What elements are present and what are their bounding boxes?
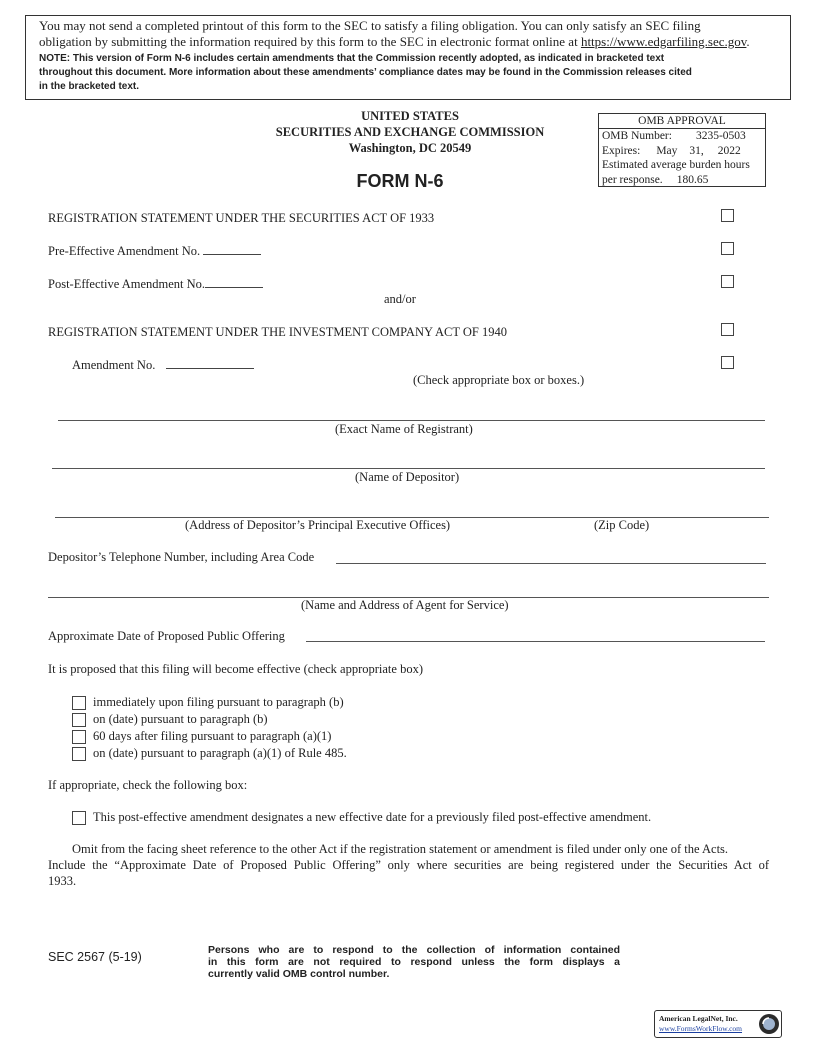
post-effective-checkbox[interactable] xyxy=(721,275,734,288)
omb-number-row: OMB Number: 3235-0503 xyxy=(602,130,746,142)
agent-for-service-caption: (Name and Address of Agent for Service) xyxy=(301,598,509,612)
telephone-field[interactable] xyxy=(336,563,766,564)
page-title: FORM N-6 xyxy=(356,171,444,191)
investment-company-act-checkbox[interactable] xyxy=(721,323,734,336)
globe-icon xyxy=(758,1013,780,1035)
and-or-label: and/or xyxy=(384,292,416,306)
header-sec: SECURITIES AND EXCHANGE COMMISSION xyxy=(275,125,545,139)
depositor-address-caption: (Address of Depositor’s Principal Executive Offices) xyxy=(185,518,451,532)
notice-line-2: obligation by submitting the information required by this form to the SEC in electronic format online at https://www.edgarfiling.sec.gov. xyxy=(39,34,750,49)
logo-company-name: American LegalNet, Inc. xyxy=(659,1014,738,1023)
amendment-checkbox[interactable] xyxy=(721,356,734,369)
effective-immediately-checkbox[interactable] xyxy=(72,696,86,710)
form-code: SEC 2567 (5-19) xyxy=(48,950,142,964)
logo-website-link[interactable]: www.FormsWorkFlow.com xyxy=(659,1024,743,1033)
omb-approval-box xyxy=(598,113,766,187)
offering-date-field[interactable] xyxy=(306,641,765,642)
amendment-no-label: Amendment No. xyxy=(72,358,254,373)
omb-control-notice: Persons who are to respond to the collection of information contained in this form are not required to respond unless the form displays a currently valid OMB control number. xyxy=(208,944,620,980)
depositor-name-caption: (Name of Depositor) xyxy=(355,470,460,484)
amendment-number-field[interactable] xyxy=(166,358,254,369)
instructions-line-3: 1933. xyxy=(48,874,77,888)
securities-act-checkbox[interactable] xyxy=(721,209,734,222)
omb-expires-row: Expires: May 31, 2022 xyxy=(602,144,741,157)
effective-option-label: immediately upon filing pursuant to paragraph (b) xyxy=(93,695,344,709)
instructions-line-2: Include the “Approximate Date of Proposed Public Offering” only where securities are being registered under the Securities Act of xyxy=(48,858,769,872)
offering-date-label: Approximate Date of Proposed Public Offering xyxy=(48,629,285,643)
effective-option-label: 60 days after filing pursuant to paragraph (a)(1) xyxy=(93,729,332,743)
investment-company-act-label: REGISTRATION STATEMENT UNDER THE INVESTMENT COMPANY ACT OF 1940 xyxy=(48,325,507,339)
pre-effective-checkbox[interactable] xyxy=(721,242,734,255)
instructions-line-1: Omit from the facing sheet reference to the other Act if the registration statement or amendment is filed under only one of the Acts. xyxy=(72,842,729,856)
header-united-states: UNITED STATES xyxy=(361,109,459,123)
omb-burden-value-row: per response. 180.65 xyxy=(602,173,709,186)
pre-effective-label: Pre-Effective Amendment No. xyxy=(48,244,261,259)
effective-date-b-checkbox[interactable] xyxy=(72,713,86,727)
if-appropriate-label: If appropriate, check the following box: xyxy=(48,778,248,792)
new-effective-date-label: This post-effective amendment designates a new effective date for a previously filed post-effective amendment. xyxy=(93,810,652,824)
depositor-name-field[interactable] xyxy=(52,468,765,469)
registrant-name-field[interactable] xyxy=(58,420,765,421)
registrant-name-caption: (Exact Name of Registrant) xyxy=(335,422,473,436)
publisher-logo xyxy=(654,1010,782,1038)
zip-code-caption: (Zip Code) xyxy=(594,518,650,532)
omb-approval-title: OMB APPROVAL xyxy=(599,114,765,129)
effective-60-days-checkbox[interactable] xyxy=(72,730,86,744)
note-line-2: throughout this document. More information about these amendments’ compliance dates may be found in the Commission releases cited xyxy=(39,67,692,78)
effective-option-label: on (date) pursuant to paragraph (b) xyxy=(93,712,268,726)
note-line-3: in the bracketed text. xyxy=(39,81,140,92)
effective-option-label: on (date) pursuant to paragraph (a)(1) of Rule 485. xyxy=(93,746,347,760)
header-washington: Washington, DC 20549 xyxy=(348,141,472,155)
pre-effective-number-field[interactable] xyxy=(203,244,261,255)
note-line-1: NOTE: This version of Form N-6 includes certain amendments that the Commission recently adopted, as indicated in bracketed text xyxy=(39,53,665,64)
telephone-label: Depositor’s Telephone Number, including Area Code xyxy=(48,550,315,564)
effective-prompt: It is proposed that this filing will become effective (check appropriate box) xyxy=(48,662,423,676)
post-effective-number-field[interactable] xyxy=(205,277,263,288)
omb-burden-row: Estimated average burden hours xyxy=(602,159,750,171)
check-boxes-note: (Check appropriate box or boxes.) xyxy=(413,373,585,387)
notice-line-1: You may not send a completed printout of this form to the SEC to satisfy a filing obligation. You can only satisfy an SEC filing xyxy=(39,18,701,33)
effective-date-a1-checkbox[interactable] xyxy=(72,747,86,761)
edgar-filing-link[interactable]: https://www.edgarfiling.sec.gov xyxy=(580,34,747,49)
post-effective-label: Post-Effective Amendment No. xyxy=(48,277,263,292)
new-effective-date-checkbox[interactable] xyxy=(72,811,86,825)
securities-act-label: REGISTRATION STATEMENT UNDER THE SECURITIES ACT OF 1933 xyxy=(48,211,435,225)
